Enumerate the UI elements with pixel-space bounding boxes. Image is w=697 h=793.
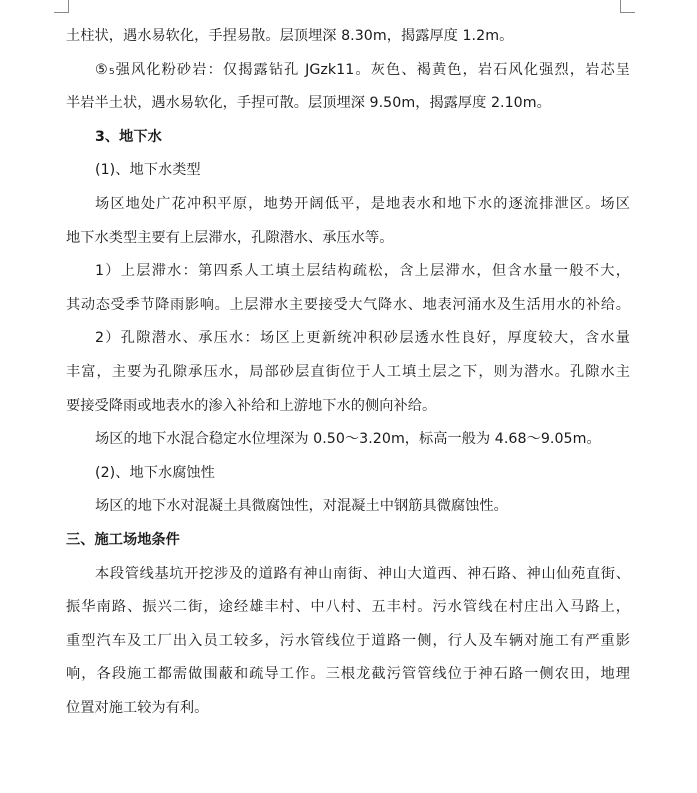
subsection-heading: (1)、地下水类型 bbox=[95, 162, 201, 179]
paragraph-line: 重型汽车及工厂出入员工较多，污水管线位于道路一侧，行人及车辆对施工有严重影 bbox=[66, 632, 630, 649]
section-heading: 3、地下水 bbox=[95, 128, 162, 145]
paragraph-line: 1）上层滞水：第四系人工填土层结构疏松，含上层滞水，但含水量一般不大， bbox=[95, 263, 630, 280]
paragraph-line: 土柱状，遇水易软化，手捏易散。层顶埋深 8.30m，揭露厚度 1.2m。 bbox=[66, 28, 514, 44]
page-corner-mark-left bbox=[54, 0, 69, 13]
paragraph-line: 响，各段施工都需做围蔽和疏导工作。三根龙截污管管线位于神石路一侧农田，地理 bbox=[66, 666, 630, 683]
paragraph-line: 本段管线基坑开挖涉及的道路有神山南街、神山大道西、神石路、神山仙苑直街、 bbox=[95, 565, 630, 582]
paragraph-line: 振华南路、振兴二街，途经雄丰村、中八村、五丰村。污水管线在村庄出入马路上， bbox=[66, 599, 630, 616]
paragraph-line: 场区地处广花冲积平原，地势开阔低平，是地表水和地下水的逐流排泄区。场区 bbox=[95, 195, 630, 212]
chapter-heading: 三、施工场地条件 bbox=[66, 531, 180, 548]
paragraph-line: 场区的地下水混合稳定水位埋深为 0.50～3.20m，标高一般为 4.68～9.05m。 bbox=[95, 431, 601, 448]
document-body bbox=[66, 20, 630, 725]
paragraph-line: 场区的地下水对混凝土具微腐蚀性，对混凝土中钢筋具微腐蚀性。 bbox=[95, 498, 508, 515]
paragraph-line: 位置对施工较为有利。 bbox=[66, 699, 209, 716]
paragraph-line: 丰富，主要为孔隙承压水，局部砂层直街位于人工填土层之下，则为潜水。孔隙水主 bbox=[66, 363, 630, 380]
paragraph-line: 地下水类型主要有上层滞水，孔隙潜水、承压水等。 bbox=[66, 229, 394, 246]
page-corner-mark-right bbox=[620, 0, 635, 13]
paragraph-line: ⑤₅强风化粉砂岩：仅揭露钻孔 JGzk11。灰色、褐黄色，岩石风化强烈，岩芯呈 bbox=[95, 61, 630, 78]
paragraph-line: 2）孔隙潜水、承压水：场区上更新统冲积砂层透水性良好，厚度较大，含水量 bbox=[95, 330, 630, 347]
subsection-heading: (2)、地下水腐蚀性 bbox=[95, 464, 215, 481]
paragraph-line: 其动态受季节降雨影响。上层滞水主要接受大气降水、地表河涌水及生活用水的补给。 bbox=[66, 296, 630, 313]
paragraph-line: 要接受降雨或地表水的渗入补给和上游地下水的侧向补给。 bbox=[66, 397, 437, 414]
paragraph-line: 半岩半土状，遇水易软化，手捏可散。层顶埋深 9.50m，揭露厚度 2.10m。 bbox=[66, 95, 551, 112]
